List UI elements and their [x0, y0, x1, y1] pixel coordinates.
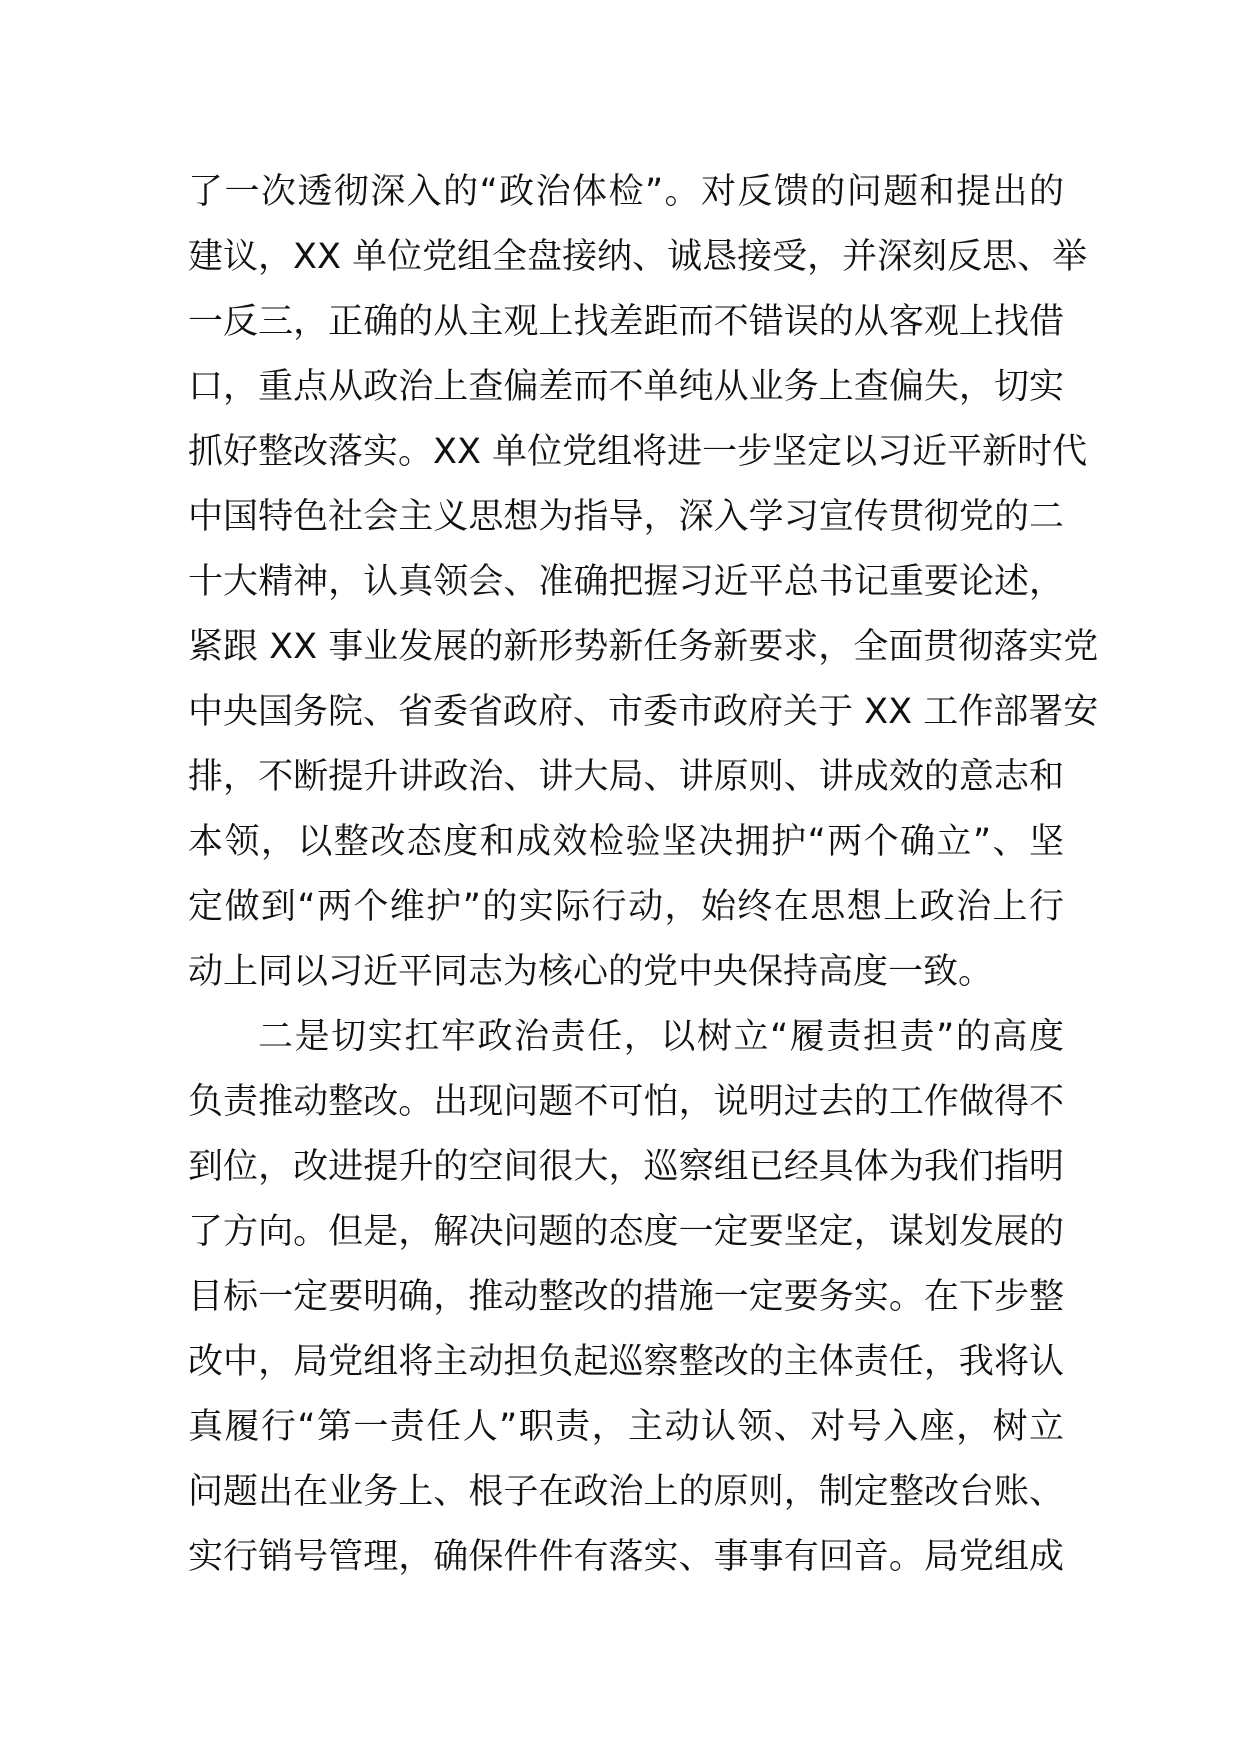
- text-line: 负责推动整改。出现问题不可怕，说明过去的工作做得不: [188, 1082, 1064, 1122]
- text-line: 中国特色社会主义思想为指导，深入学习宣传贯彻党的二: [188, 497, 1064, 537]
- text-line: 动上同以习近平同志为核心的党中央保持高度一致。: [188, 952, 994, 992]
- text-line: 了一次透彻深入的“政治体检”。对反馈的问题和提出的: [188, 172, 1064, 212]
- paragraph-1: [188, 160, 1099, 1005]
- text-line: 问题出在业务上、根子在政治上的原则，制定整改台账、: [188, 1472, 1064, 1512]
- text-line: 目标一定要明确，推动整改的措施一定要务实。在下步整: [188, 1277, 1064, 1317]
- text-line: 了方向。但是，解决问题的态度一定要坚定，谋划发展的: [188, 1212, 1064, 1252]
- text-line: 真履行“第一责任人”职责，主动认领、对号入座，树立: [188, 1407, 1064, 1447]
- text-line: 定做到“两个维护”的实际行动，始终在思想上政治上行: [188, 887, 1064, 927]
- paragraph-2: [188, 1005, 1064, 1590]
- text-line: 本领，以整改态度和成效检验坚决拥护“两个确立”、坚: [188, 822, 1064, 862]
- text-line: 实行销号管理，确保件件有落实、事事有回音。局党组成: [188, 1537, 1064, 1577]
- text-line: 一反三，正确的从主观上找差距而不错误的从客观上找借: [188, 302, 1064, 342]
- text-line: 建议，XX 单位党组全盘接纳、诚恳接受，并深刻反思、举: [188, 237, 1088, 277]
- text-line: 中央国务院、省委省政府、市委市政府关于 XX 工作部署安: [188, 692, 1099, 732]
- text-line: 抓好整改落实。XX 单位党组将进一步坚定以习近平新时代: [188, 432, 1088, 472]
- text-line: 到位，改进提升的空间很大，巡察组已经具体为我们指明: [188, 1147, 1064, 1187]
- text-line: 排，不断提升讲政治、讲大局、讲原则、讲成效的意志和: [188, 757, 1064, 797]
- text-line: 口，重点从政治上查偏差而不单纯从业务上查偏失，切实: [188, 367, 1064, 407]
- text-line: 二是切实扛牢政治责任，以树立“履责担责”的高度: [258, 1017, 1064, 1057]
- text-line: 紧跟 XX 事业发展的新形势新任务新要求，全面贯彻落实党: [188, 627, 1099, 667]
- document-body: [188, 160, 1099, 1590]
- text-line: 改中，局党组将主动担负起巡察整改的主体责任，我将认: [188, 1342, 1064, 1382]
- text-line: 十大精神，认真领会、准确把握习近平总书记重要论述，: [188, 562, 1064, 602]
